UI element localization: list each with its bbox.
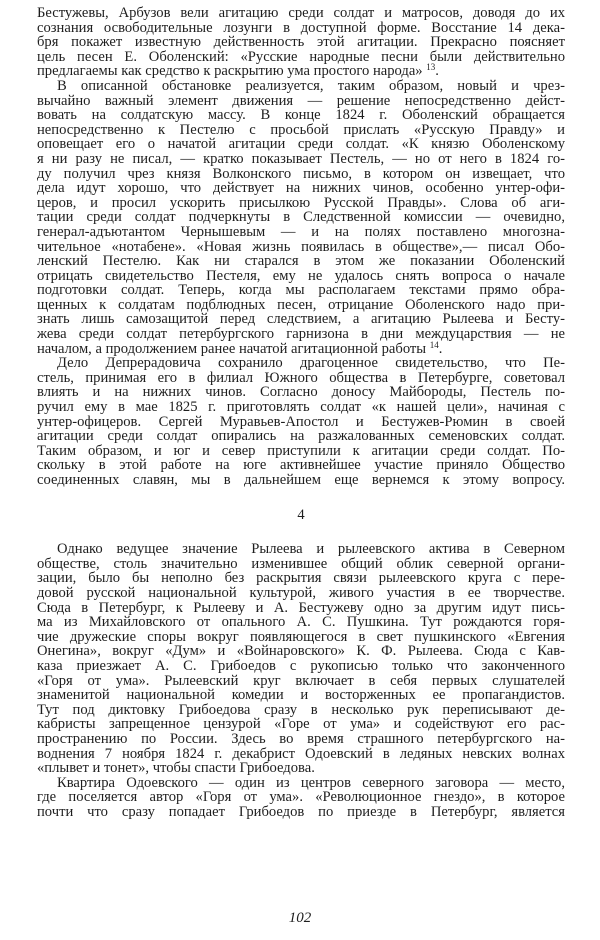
text-line: вовать на солдатскую массу. В конце 1824 г. Оболенский обращается bbox=[37, 107, 565, 124]
line-text: предлагаемы как средство к раскрытию ума простого народа» bbox=[37, 63, 427, 80]
text-line: я ни разу не писал, — кратко показывает Пестель, — но от него в 1824 го- bbox=[37, 150, 565, 167]
text-line: обществе, столь значительно изменившее общий облик северной органи- bbox=[37, 555, 565, 572]
paragraph bbox=[37, 79, 565, 356]
text-line: скольку в этой работе на юге активнейшее участие приняло Общество bbox=[37, 457, 565, 474]
book-page-text bbox=[37, 6, 565, 819]
line-text: началом, а продолжением ранее начатой агитационной работы bbox=[37, 340, 430, 357]
text-line: зации, было бы неполно без раскрытия связи рылеевского круга с пере- bbox=[37, 570, 565, 587]
text-line: пространению по России. Здесь во время страшного петербургского на- bbox=[37, 730, 565, 747]
text-line: влиять и на нижних чинов. Согласно доносу Майбороды, Пестель по- bbox=[37, 384, 565, 401]
text-line: почти что сразу попадает Грибоедов по приезде в Петербург, является bbox=[37, 803, 565, 820]
text-line: каза приезжает А. С. Грибоедов с рукописью только что законченного bbox=[37, 657, 565, 674]
text-line: вычайно важный элемент движения — решение непосредственно дейст- bbox=[37, 92, 565, 109]
text-line: непосредственно к Пестелю с просьбой прислать «Русскую Правду» и bbox=[37, 121, 565, 138]
text-line: Сюда в Петербург, к Рылееву и А. Бестужеву одно за другим идут пись- bbox=[37, 599, 565, 616]
text-line: кабристы запрещенное цензурой «Горе от ума» и содействуют его рас- bbox=[37, 716, 565, 733]
text-line: агитации среди солдат опирались на разжалованных семеновских солдат. bbox=[37, 428, 565, 445]
text-line: стель, принимая его в филиал Южного общества в Петербурге, советовал bbox=[37, 369, 565, 386]
text-line: чие дружеские споры вокруг появляющегося в свет пушкинского «Евгения bbox=[37, 628, 565, 645]
text-line: «плывет и тонет», чтобы спасти Грибоедова. bbox=[37, 760, 315, 777]
text-line: знать лишь самозащитой перед следствием, а агитацию Рылеева и Бесту- bbox=[37, 311, 565, 328]
line-text: . bbox=[438, 340, 443, 357]
line-text: . bbox=[435, 63, 439, 80]
text-line: ленский Пестелю. Как ни старался в этом же показании Оболенский bbox=[37, 253, 565, 270]
text-line bbox=[37, 64, 565, 79]
page-number: 102 bbox=[288, 910, 312, 926]
text-line: дела идут хорошо, что действует на нижних чинов, особенно унтер-офи- bbox=[37, 180, 565, 197]
text-line: Тут под диктовку Грибоедова сразу в несколько рук переписывают де- bbox=[37, 701, 565, 718]
text-line: где поселяется автор «Горя от ума». «Революционное гнездо», в которое bbox=[37, 789, 565, 806]
paragraph bbox=[37, 356, 565, 487]
text-line: В описанной обстановке реализуется, таким образом, новый и чрез- bbox=[57, 77, 565, 94]
text-line: Таким образом, и юг и север приступили к агитации среди солдат. По- bbox=[37, 442, 565, 459]
text-line: воднения 7 ноября 1824 г. декабрист Одоевский в ледяных невских волнах bbox=[37, 745, 565, 762]
text-line: бря покажет известную действенность этой агитации. Прекрасно поясняет bbox=[37, 34, 565, 51]
text-line: Дело Депрерадовича сохранило драгоценное свидетельство, что Пе- bbox=[57, 355, 565, 372]
text-line: знаменитой национальной комедии и восторженных ее пропагандистов. bbox=[37, 687, 565, 704]
text-line: жева среди солдат петербургского гарнизона в дни междуцарствия — не bbox=[37, 326, 565, 343]
paragraph bbox=[37, 6, 565, 79]
text-line: ма из Михайловского от опального А. С. Пушкина. Тут рождаются горя- bbox=[37, 614, 565, 631]
paragraph bbox=[37, 542, 565, 776]
text-line: оповещает его о начатой агитации среди солдат. «К князю Оболенскому bbox=[37, 136, 565, 153]
text-line: церов, и просил ускорить присылкою Русской Правды». Слова об аги- bbox=[37, 194, 565, 211]
text-line: тации среди солдат подчеркнуты в Следственной комиссии — очевидно, bbox=[37, 209, 565, 226]
text-line: Квартира Одоевского — один из центров северного заговора — место, bbox=[57, 774, 565, 791]
text-line: «Горя от ума». Рылеевский круг включает в себя первых слушателей bbox=[37, 672, 565, 689]
text-line: сознания освободительные лозунги в доступной форме. Восстание 14 дека- bbox=[37, 19, 565, 36]
text-line: унтер-офицеров. Сергей Муравьев-Апостол и Бестужев-Рюмин в своей bbox=[37, 413, 565, 430]
text-line: щенных к солдатам подблюдных песен, отрицание Оболенского надо при- bbox=[37, 296, 565, 313]
footnote-reference[interactable]: 13 bbox=[426, 62, 436, 73]
text-line: Бестужевы, Арбузов вели агитацию среди солдат и матросов, доводя до их bbox=[37, 5, 565, 21]
text-line: ду получил чрез князя Волконского письмо, в котором он извещает, что bbox=[37, 165, 565, 182]
text-line: соединенных славян, мы в дальнейшем еще вернемся к этому вопросу. bbox=[37, 472, 565, 488]
text-line: чительное «нотабене». «Новая жизнь появилась в обществе»,— писал Обо- bbox=[37, 238, 565, 255]
paragraph bbox=[37, 776, 565, 820]
text-line: Онегина», вокруг «Дум» и «Войнаровского» К. Ф. Рылеева. Сюда с Кав- bbox=[37, 643, 565, 660]
text-line: Однако ведущее значение Рылеева и рылеевского актива в Северном bbox=[57, 541, 565, 558]
text-line: ручил ему в мае 1825 г. приготовлять солдат «к нашей цели», начиная с bbox=[37, 399, 565, 416]
section-number: 4 bbox=[297, 506, 305, 523]
text-line: подготовки солдат. Теперь, когда мы располагаем текстами прямо обра- bbox=[37, 282, 565, 299]
text-line bbox=[37, 339, 565, 357]
text-line: отрицать свидетельство Пестеля, ему не удалось снять вопроса о начале bbox=[37, 267, 565, 284]
footnote-reference[interactable]: 14 bbox=[429, 339, 439, 350]
text-line: цель песен Е. Оболенский: «Русские народные песни были действительно bbox=[37, 48, 565, 65]
text-line: генерал-адъютантом Чернышевым — и на полях поставлено многозна- bbox=[37, 223, 565, 240]
text-line: довой русской национальной культурой, живого участия в ее творчестве. bbox=[37, 584, 565, 601]
